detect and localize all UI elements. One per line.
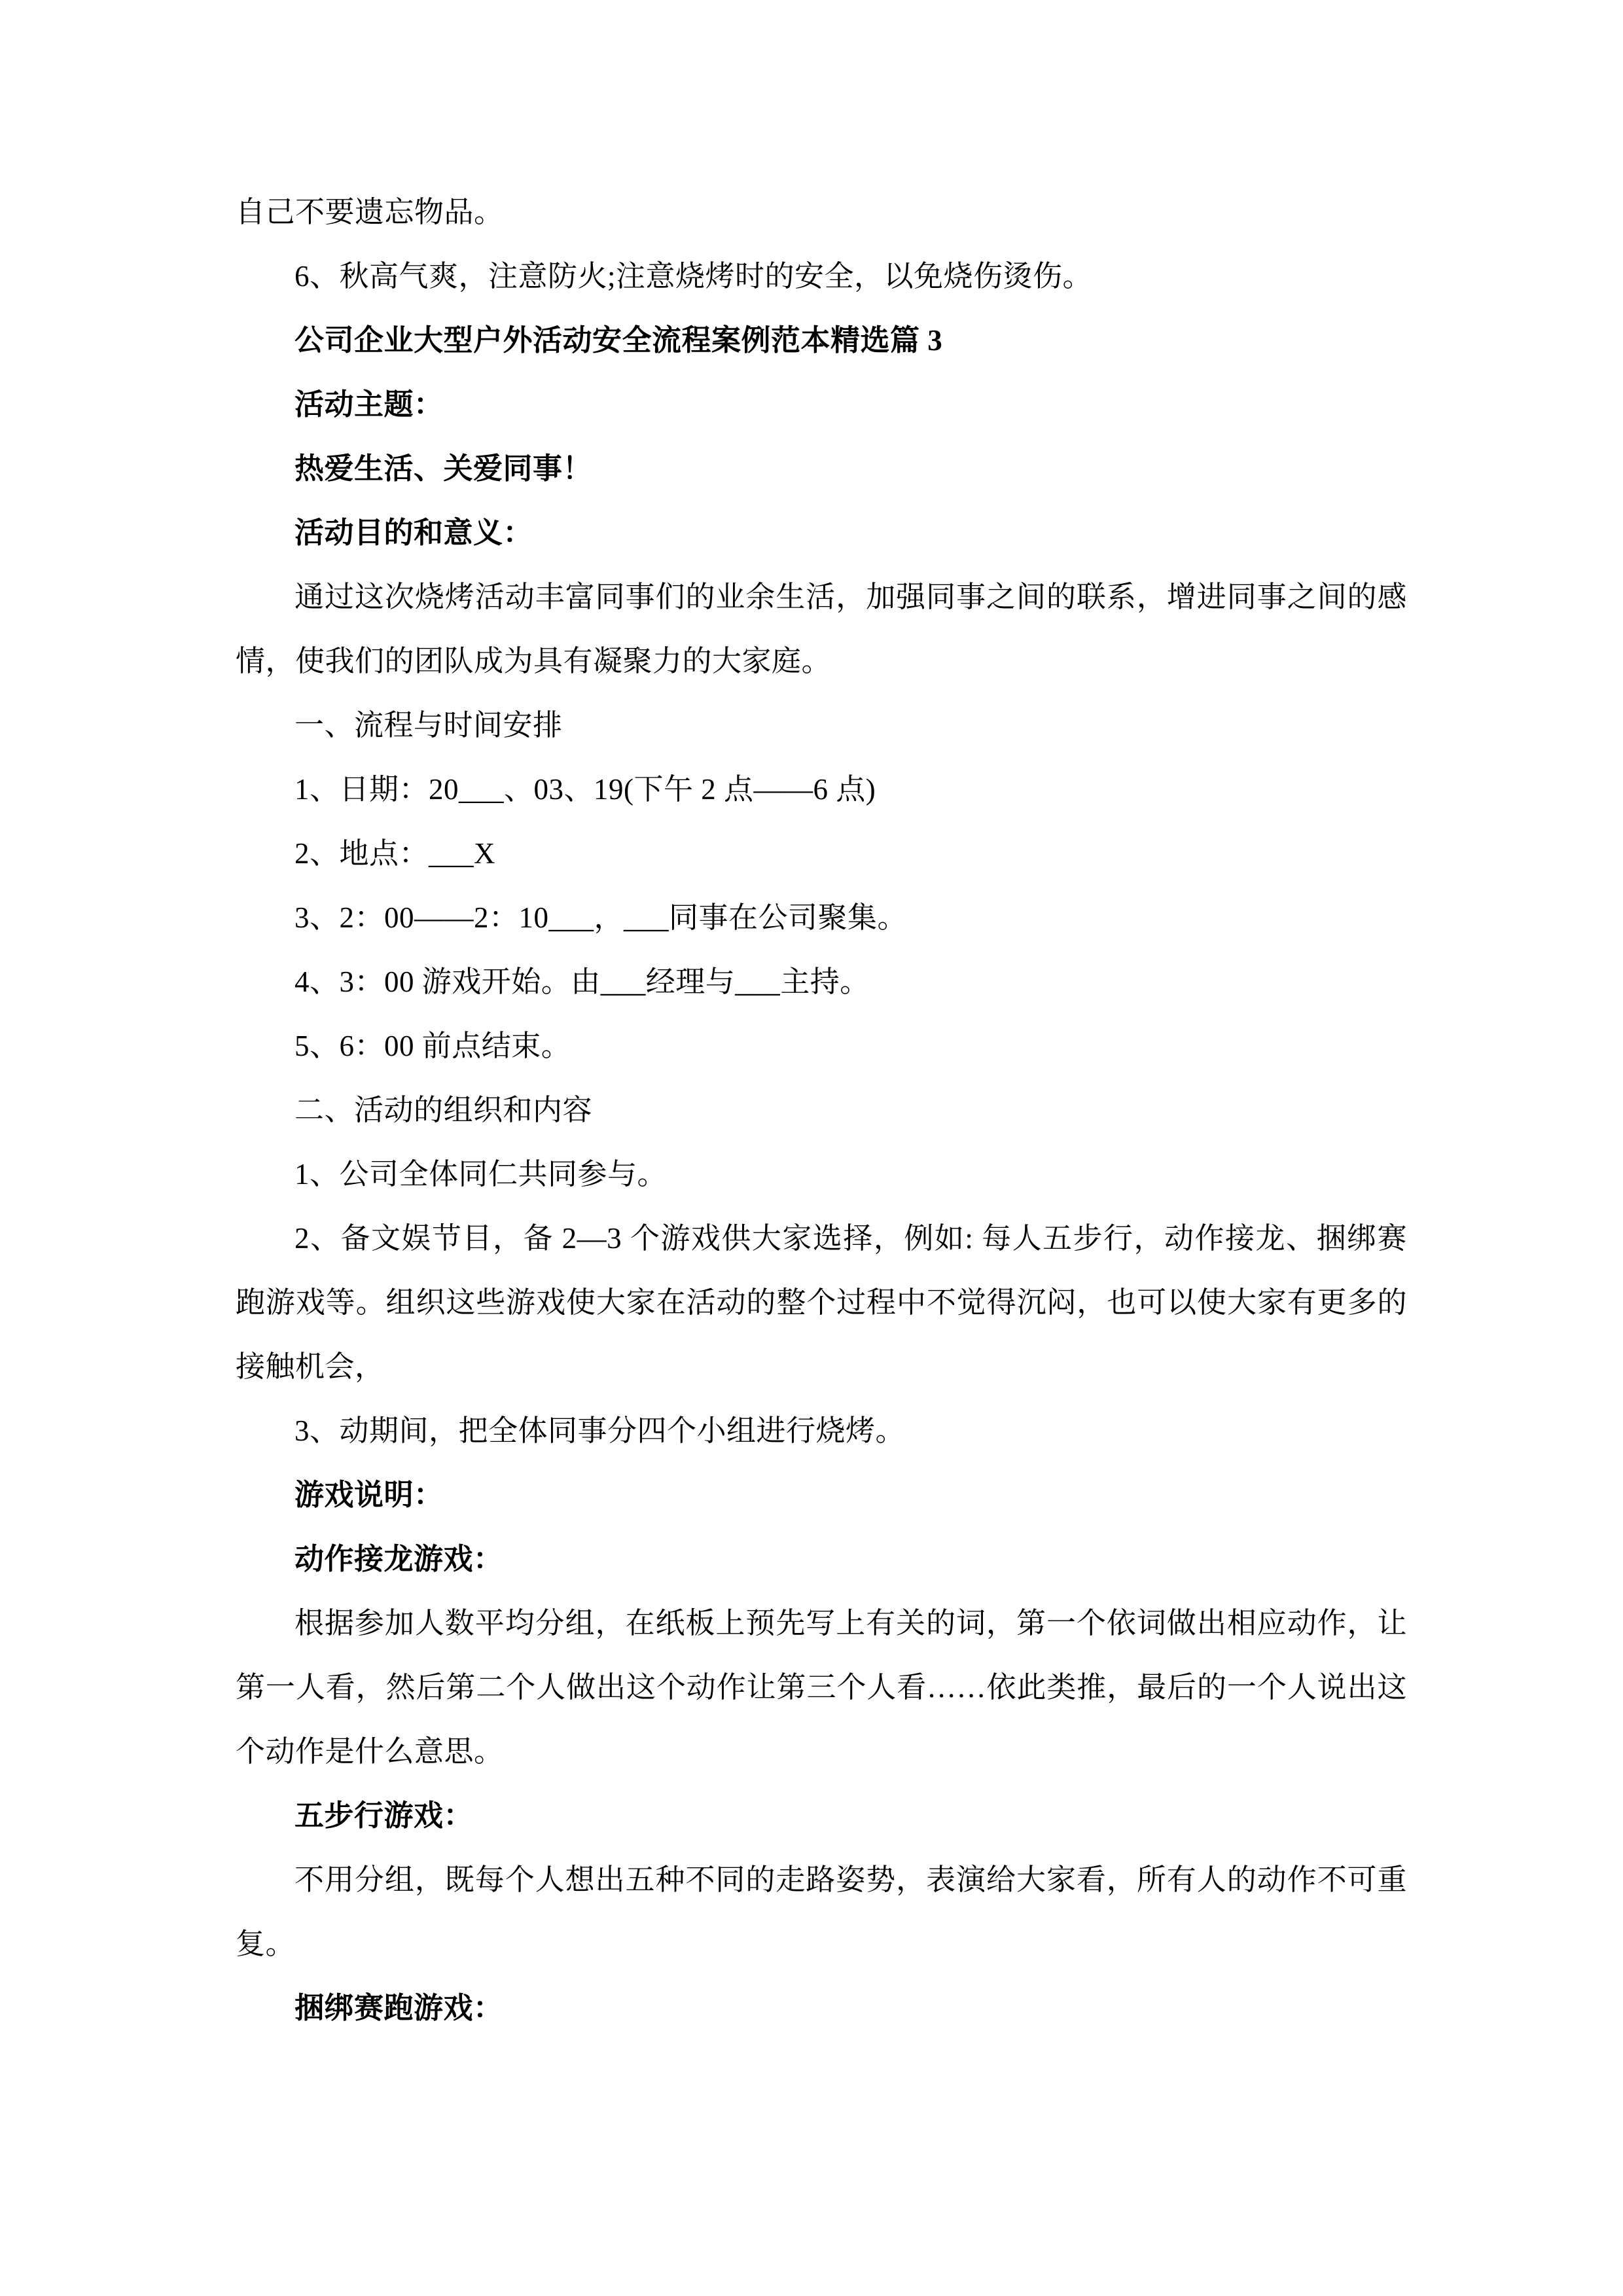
list-item-games-start: 4、3：00 游戏开始。由___经理与___主持。 — [294, 965, 870, 998]
paragraph-five-step-walk-rules: 不用分组，既每个人想出五种不同的走路姿势，表演给大家看，所有人的动作不可重复。 — [236, 1863, 1407, 1960]
heading-section-two-organization: 二、活动的组织和内容 — [294, 1094, 593, 1126]
label-activity-purpose: 活动目的和意义： — [294, 516, 533, 549]
paragraph-activity-purpose-body: 通过这次烧烤活动丰富同事们的业余生活，加强同事之间的联系，增进同事之间的感情，使我们的团队成为具有凝聚力的大家庭。 — [236, 581, 1407, 677]
list-item-date: 1、日期：20___、03、19(下午 2 点——6 点) — [294, 773, 876, 806]
section-heading-sample-3: 公司企业大型户外活动安全流程案例范本精选篇 3 — [294, 324, 943, 357]
list-item-entertainment-programs: 2、备文娱节目，备 2—3 个游戏供大家选择，例如: 每人五步行，动作接龙、捆绑赛跑游戏等。组织这些游戏使大家在活动的整个过程中不觉得沉闷，也可以使大家有更多的接触机会， — [236, 1222, 1407, 1383]
label-tied-race-game: 捆绑赛跑游戏： — [294, 1992, 503, 2024]
label-activity-theme: 活动主题： — [294, 388, 444, 421]
list-item-gathering-time: 3、2：00——2：10___，___同事在公司聚集。 — [294, 901, 908, 934]
label-action-relay-game: 动作接龙游戏： — [294, 1543, 503, 1575]
list-item-end-time: 5、6：00 前点结束。 — [294, 1030, 571, 1062]
paragraph-item-6-fire-safety: 6、秋高气爽，注意防火;注意烧烤时的安全，以免烧伤烫伤。 — [294, 260, 1093, 293]
label-five-step-walk-game: 五步行游戏： — [294, 1799, 474, 1832]
paragraph-action-relay-rules: 根据参加人数平均分组，在纸板上预先写上有关的词，第一个依词做出相应动作，让第一人看，然后第二个人做出这个动作让第三个人看……依此类推，最后的一个人说出这个动作是什么意思。 — [236, 1607, 1407, 1768]
list-item-all-staff-participate: 1、公司全体同仁共同参与。 — [294, 1158, 668, 1191]
heading-section-one-schedule: 一、流程与时间安排 — [294, 709, 563, 742]
list-item-four-groups-bbq: 3、动期间，把全体同事分四个小组进行烧烤。 — [294, 1414, 906, 1447]
document-body — [236, 180, 1407, 2040]
paragraph-self-belongings: 自己不要遗忘物品。 — [236, 196, 504, 228]
text-activity-theme-value: 热爱生活、关爱同事！ — [294, 452, 593, 485]
label-game-instructions: 游戏说明： — [294, 1479, 444, 1511]
list-item-location: 2、地点：___X — [294, 837, 495, 870]
